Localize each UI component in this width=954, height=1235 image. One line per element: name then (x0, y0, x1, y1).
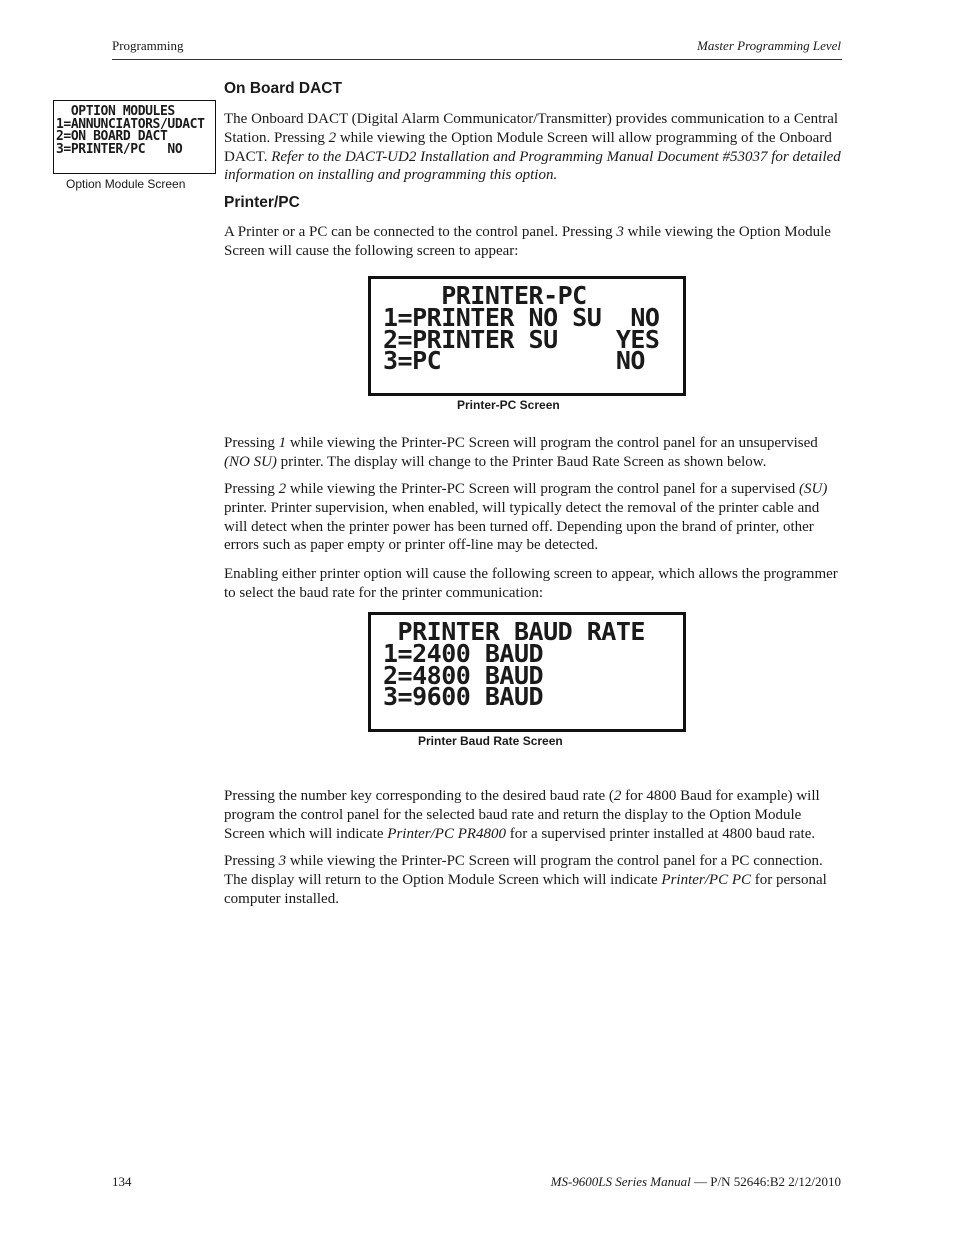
text: while viewing the Printer-PC Screen will program the control panel for an unsupervised (286, 435, 818, 451)
printer-baud-rate-caption: Printer Baud Rate Screen (418, 734, 563, 748)
option-module-lcd (53, 100, 216, 174)
paragraph-printer-pc-intro (224, 223, 844, 261)
key-text: 3 (278, 853, 287, 869)
printer-baud-rate-lcd (368, 612, 686, 732)
paragraph-press-1 (224, 434, 844, 472)
header-level: Master Programming Level (697, 38, 841, 53)
paragraph-baud-select (224, 787, 844, 843)
printer-pc-lcd (368, 276, 686, 396)
paragraph-press-2 (224, 480, 844, 555)
lcd-line: PRINTER-PC (383, 281, 587, 310)
text: for a supervised printer installed at 4800 baud rate. (506, 825, 816, 842)
text: Pressing (224, 435, 279, 451)
emphasis-text: Printer/PC PC (661, 871, 751, 888)
key-text: 1 (278, 435, 287, 451)
reference-text: Refer to the DACT-UD2 Installation and Programming Manual Document #53037 for detailed information on installing and programming this option. (224, 148, 841, 184)
text: for 4800 Baud for example) will program the control panel for the selected baud rate and return the display to the Option Module Screen which will indicate (224, 788, 820, 842)
heading-on-board-dact: On Board DACT (224, 80, 342, 97)
lcd-line: 1=ANNUNCIATORS/UDACT (56, 116, 205, 132)
lcd-line: 3=PRINTER/PC NO (56, 141, 183, 157)
heading-printer-pc: Printer/PC (224, 194, 300, 211)
header-rule (112, 59, 842, 60)
emphasis-text: (SU) (799, 481, 828, 497)
manual-title: MS-9600LS Series Manual (550, 1174, 691, 1189)
lcd-line: 2=ON BOARD DACT (56, 129, 168, 144)
part-number: — P/N 52646:B2 2/12/2010 (690, 1174, 841, 1189)
text: Pressing (224, 853, 279, 869)
key-text: 2 (613, 788, 622, 804)
text: while viewing the Printer-PC Screen will program the control panel for a PC connection. The display will return to the Option Module Screen which will indicate (224, 853, 823, 888)
text: while viewing the Printer-PC Screen will program the control panel for a supervised (286, 481, 799, 497)
text: Pressing the number key corresponding to the desired baud rate ( (224, 788, 614, 804)
lcd-line: 2=PRINTER SU YES (383, 324, 660, 354)
header-section: Programming (112, 38, 184, 53)
text: The Onboard DACT (Digital Alarm Communicator/Transmitter) provides communication to a Central Station. Pressing (224, 111, 839, 146)
text: A Printer or a PC can be connected to the control panel. Pressing (224, 224, 617, 240)
paragraph-press-3 (224, 852, 844, 908)
emphasis-text: Printer/PC PR4800 (387, 825, 507, 842)
paragraph-enable-printer: Enabling either printer option will cause the following screen to appear, which allows the programmer to select the baud rate for the printer communication: (224, 566, 838, 601)
text: printer. Printer supervision, when enabled, will typically detect the removal of the printer cable and will detect when the printer power has been turned off. Depending upon the brand of printer, other errors such as paper empty or printer off-line may be detected. (224, 499, 820, 554)
page-number: 134 (112, 1174, 132, 1189)
footer-manual-info (551, 1174, 841, 1190)
text: while viewing the Option Module Screen will cause the following screen to appear: (224, 224, 831, 259)
option-module-caption: Option Module Screen (66, 177, 186, 191)
emphasis-text: (NO SU) (224, 453, 277, 470)
lcd-line: PRINTER BAUD RATE (383, 617, 645, 646)
key-text: 2 (328, 129, 337, 146)
lcd-line: 2=4800 BAUD (383, 660, 544, 690)
lcd-line: 3=9600 BAUD (383, 682, 544, 712)
text: Pressing (224, 481, 279, 497)
key-text: 3 (616, 224, 624, 240)
key-text: 2 (278, 481, 287, 497)
lcd-line: 1=2400 BAUD (383, 638, 544, 668)
lcd-line: OPTION MODULES (56, 104, 175, 119)
lcd-line: 3=PC NO (383, 346, 645, 376)
text: printer. The display will change to the Printer Baud Rate Screen as shown below. (276, 453, 767, 470)
paragraph-on-board-dact (224, 110, 844, 185)
lcd-line: 1=PRINTER NO SU NO (383, 302, 660, 332)
text: while viewing the Option Module Screen will allow programming of the Onboard DACT. (224, 129, 832, 165)
text: for personal computer installed. (224, 871, 827, 907)
printer-pc-caption: Printer-PC Screen (457, 398, 560, 412)
